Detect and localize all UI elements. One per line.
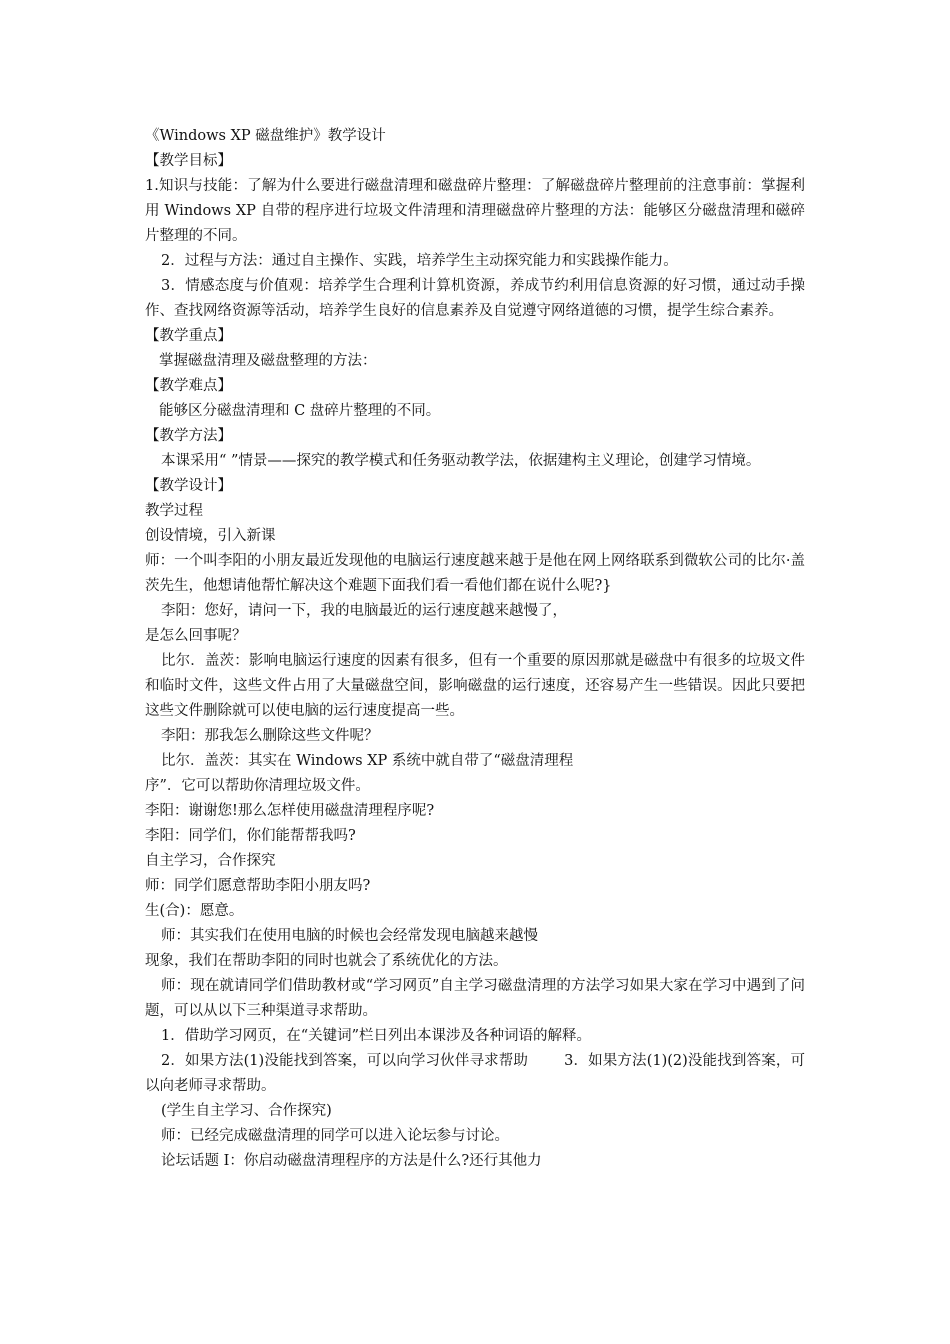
- difficulty-text: 能够区分磁盘清理和 C 盘碎片整理的不同。: [159, 403, 441, 419]
- dialog-teacher-5: 师：已经完成磁盘清理的同学可以进入论坛参与讨论。: [161, 1128, 509, 1144]
- self-study-heading: 自主学习，合作探究: [145, 853, 276, 869]
- dialog-gates-2: 比尔．盖茨：其实在 Windows XP 系统中就自带了“磁盘清理程: [161, 753, 574, 769]
- dialog-teacher-4: 师：现在就请同学们借助教材或“学习网页”自主学习磁盘清理的方法学习如果大家在学习中遇到了问题，可以从以下三种渠道寻求帮助。: [145, 978, 805, 1019]
- goal-process: 2．过程与方法：通过自主操作、实践，培养学生主动探究能力和实践操作能力。: [161, 253, 678, 269]
- forum-topic-1: 论坛话题 I：你启动磁盘清理程序的方法是什么?还行其他力: [161, 1153, 542, 1169]
- dialog-gates-2b: 序”．它可以帮助你清理垃圾文件。: [145, 778, 370, 794]
- dialog-teacher-intro: 师：一个叫李阳的小朋友最近发现他的电脑运行速度越来越于是他在网上网络联系到微软公司的比尔·盖茨先生，他想请他帮忙解决这个难题下面我们看一看他们都在说什么呢?}: [145, 553, 805, 594]
- dialog-teacher-2: 师：同学们愿意帮助李阳小朋友吗?: [145, 878, 371, 894]
- dialog-liyang-1: 李阳：您好，请问一下，我的电脑最近的运行速度越来越慢了，: [161, 603, 567, 619]
- key-heading: 【教学重点】: [145, 328, 232, 344]
- goal-knowledge: 1.知识与技能：了解为什么要进行磁盘清理和磁盘碎片整理：了解磁盘碎片整理前的注意事前：掌握利用 Windows XP 自带的程序进行垃圾文件清理和清理磁盘碎片整理的方法：能够区分磁盘清理和磁碎片整理的不同。: [145, 178, 805, 244]
- document-body: [145, 124, 805, 1174]
- key-text: 掌握磁盘清理及磁盘整理的方法：: [159, 353, 377, 369]
- design-heading: 【教学设计】: [145, 478, 232, 494]
- dialog-liyang-1b: 是怎么回事呢？: [145, 628, 247, 644]
- method-text: 本课采用“ ”情景——探究的教学模式和任务驱动教学法，依据建构主义理论，创建学习情境。: [161, 453, 761, 469]
- help-items-2-3: [145, 1049, 805, 1099]
- scene-heading: 创设情境，引入新课: [145, 528, 276, 544]
- help-item-2: 2．如果方法(1)没能找到答案，可以向学习伙伴寻求帮助: [161, 1053, 529, 1069]
- document-title: 《Windows XP 磁盘维护》教学设计: [145, 128, 386, 144]
- goals-heading: 【教学目标】: [145, 153, 232, 169]
- help-item-1: 1．借助学习网页，在“关键词”栏日列出本课涉及各种词语的解释。: [161, 1028, 592, 1044]
- help-item-3: 3．如果方法(1)(2)没能找到答案，可以向老师寻求帮助。: [145, 1053, 805, 1094]
- dialog-liyang-3: 李阳：谢谢您!那么怎样使用磁盘清理程序呢?: [145, 803, 435, 819]
- process-heading: 教学过程: [145, 503, 203, 519]
- dialog-teacher-3b: 现象，我们在帮助李阳的同时也就会了系统优化的方法。: [145, 953, 508, 969]
- method-heading: 【教学方法】: [145, 428, 232, 444]
- difficulty-heading: 【教学难点】: [145, 378, 232, 394]
- dialog-gates-1: 比尔．盖茨：影响电脑运行速度的因素有很多，但有一个重要的原因那就是磁盘中有很多的垃圾文件和临时文件，这些文件占用了大量磁盘空间，影响磁盘的运行速度，还容易产生一些错误。因此只要把这些文件删除就可以使电脑的运行速度提高一些。: [145, 653, 805, 719]
- dialog-liyang-2: 李阳：那我怎么删除这些文件呢？: [161, 728, 379, 744]
- dialog-teacher-3: 师：其实我们在使用电脑的时候也会经常发现电脑越来越慢: [161, 928, 538, 944]
- student-activity-note: (学生自主学习、合作探究): [161, 1103, 332, 1119]
- dialog-students: 生(合)：愿意。: [145, 903, 244, 919]
- goal-attitude: 3．情感态度与价值观：培养学生合理利计算机资源，养成节约利用信息资源的好习惯，通过动手操作、查找网络资源等活动，培养学生良好的信息素养及自觉遵守网络道德的习惯，提学生综合素养。: [145, 278, 805, 319]
- dialog-liyang-4: 李阳：同学们，你们能帮帮我吗?: [145, 828, 356, 844]
